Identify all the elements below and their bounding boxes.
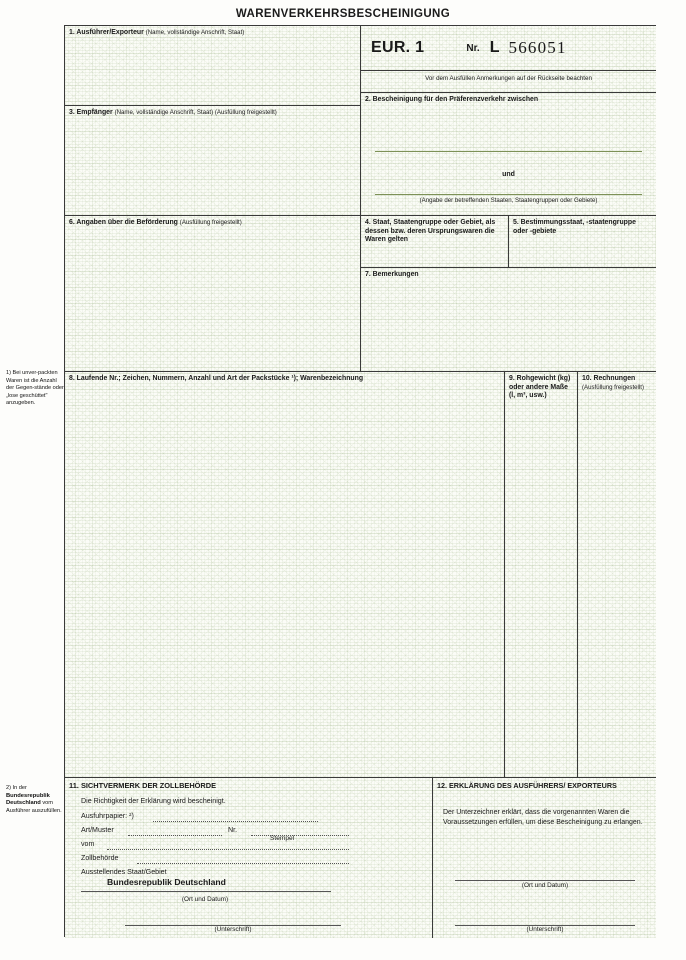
box-7-label: 7. Bemerkungen	[365, 271, 419, 278]
box-12-declaration-text: Der Unterzeichner erklärt, dass die vorgenannten Waren die Voraussetzungen erfüllen, um diese Bescheinigung zu erlangen.	[443, 809, 643, 827]
box-11-stamp-label: Stempel	[270, 835, 295, 842]
box-12-label: 12. ERKLÄRUNG DES AUSFÜHRERS/ EXPORTEURS	[437, 781, 617, 790]
margin-note-1-text: Bei unver-packten Waren ist die Anzahl der Gegen-stände oder „lose geschüttet" anzugeben.	[6, 370, 64, 407]
box-5-label: 5. Bestimmungsstaat, -staatengruppe oder -gebiete	[513, 219, 636, 235]
box-11-date-line[interactable]	[107, 849, 349, 850]
box-10-invoices[interactable]	[578, 372, 656, 778]
box-11-place-date: (Ort und Datum)	[181, 896, 229, 903]
box-11-date-label: vom	[81, 840, 95, 848]
box-1-label: 1. Ausführer/Exporteur (Name, vollständige Anschrift, Staat)	[69, 29, 245, 36]
box-11-customs-endorsement[interactable]	[65, 778, 433, 938]
box-2-conjunction: und	[502, 171, 515, 178]
box-3-consignee[interactable]	[65, 106, 361, 216]
box-2-line-2	[375, 194, 642, 195]
box-9-gross-weight[interactable]	[505, 372, 578, 778]
box-2-label: 2. Bescheinigung für den Präferenzverkehr zwischen	[365, 96, 539, 103]
box-11-type-model-label: Art/Muster	[81, 826, 114, 834]
backside-remark	[361, 71, 656, 93]
eur1-label: EUR. 1	[371, 39, 425, 56]
margin-note-2-marker: 2)	[6, 785, 11, 791]
box-2-preferential-traffic[interactable]	[361, 93, 656, 216]
box-8-goods-description[interactable]	[65, 372, 505, 778]
box-12-signature-label: (Unterschrift)	[526, 926, 564, 933]
box-12-place-date: (Ort und Datum)	[521, 882, 569, 889]
box-1-exporter[interactable]	[65, 26, 361, 106]
box-4-label: 4. Staat, Staatengruppe oder Gebiet, als dessen bzw. deren Ursprungswaren die Waren gelten	[365, 219, 496, 244]
box-12-exporter-declaration[interactable]	[433, 778, 656, 938]
serial-number: 566051	[508, 38, 567, 57]
box-11-country: Bundesrepublik Deutschland	[107, 877, 226, 887]
box-11-certification-text: Die Richtigkeit der Erklärung wird bescheinigt.	[81, 797, 226, 805]
box-12-place-date-line[interactable]	[455, 880, 635, 881]
margin-note-2	[6, 785, 64, 816]
box-4-country-of-origin[interactable]	[361, 216, 509, 268]
margin-note-1-marker: 1)	[6, 370, 11, 376]
box-7-remarks[interactable]	[361, 268, 656, 372]
margin-note-2-lead: In der	[12, 785, 27, 791]
box-6-label: 6. Angaben über die Beförderung (Ausfüllung freigestellt)	[69, 219, 242, 226]
serial-letter: L	[489, 39, 500, 56]
eur1-serial-header	[361, 26, 656, 71]
box-11-export-document-label: Ausfuhrpapier: ²)	[81, 812, 134, 820]
margin-note-2-tail: vom Ausführer auszufüllen.	[6, 800, 62, 815]
box-11-label: 11. SICHTVERMERK DER ZOLLBEHÖRDE	[69, 781, 217, 790]
box-8-label: 8. Laufende Nr.; Zeichen, Nummern, Anzahl und Art der Packstücke ¹); Warenbezeichnung	[69, 375, 364, 382]
box-11-signature-label: (Unterschrift)	[214, 926, 252, 933]
box-11-type-model-line[interactable]	[128, 835, 222, 836]
box-10-label: 10. Rechnungen (Ausfüllung freigestellt)	[582, 375, 644, 391]
box-11-issuing-state-label: Ausstellendes Staat/Gebiet	[81, 868, 167, 876]
backside-remark-text: Vor dem Ausfüllen Anmerkungen auf der Rückseite beachten	[425, 75, 592, 82]
box-11-customs-office-line[interactable]	[137, 863, 349, 864]
box-2-line-1	[375, 151, 642, 152]
page-title: WARENVERKEHRSBESCHEINIGUNG	[235, 8, 451, 20]
box-11-nr-label: Nr.	[228, 826, 238, 834]
box-3-label: 3. Empfänger (Name, vollständige Anschrift, Staat) (Ausfüllung freigestellt)	[69, 109, 277, 116]
margin-note-2-bold: Bundesrepublik Deutschland	[6, 792, 50, 807]
box-11-customs-office-label: Zollbehörde	[81, 854, 119, 862]
box-9-label: 9. Rohgewicht (kg) oder andere Maße (l, m³, usw.)	[509, 375, 571, 400]
serial-nr-label: Nr.	[466, 42, 480, 54]
box-11-export-document-line[interactable]	[153, 821, 318, 822]
box-11-country-underline	[81, 891, 331, 892]
box-6-transport-details[interactable]	[65, 216, 361, 372]
eur1-form	[64, 25, 656, 937]
box-11-nr-line[interactable]	[251, 835, 349, 836]
box-5-country-of-destination[interactable]	[509, 216, 656, 268]
margin-note-1	[6, 370, 64, 408]
box-2-hint: (Angabe der betreffenden Staaten, Staatengruppen oder Gebiete)	[419, 197, 598, 204]
